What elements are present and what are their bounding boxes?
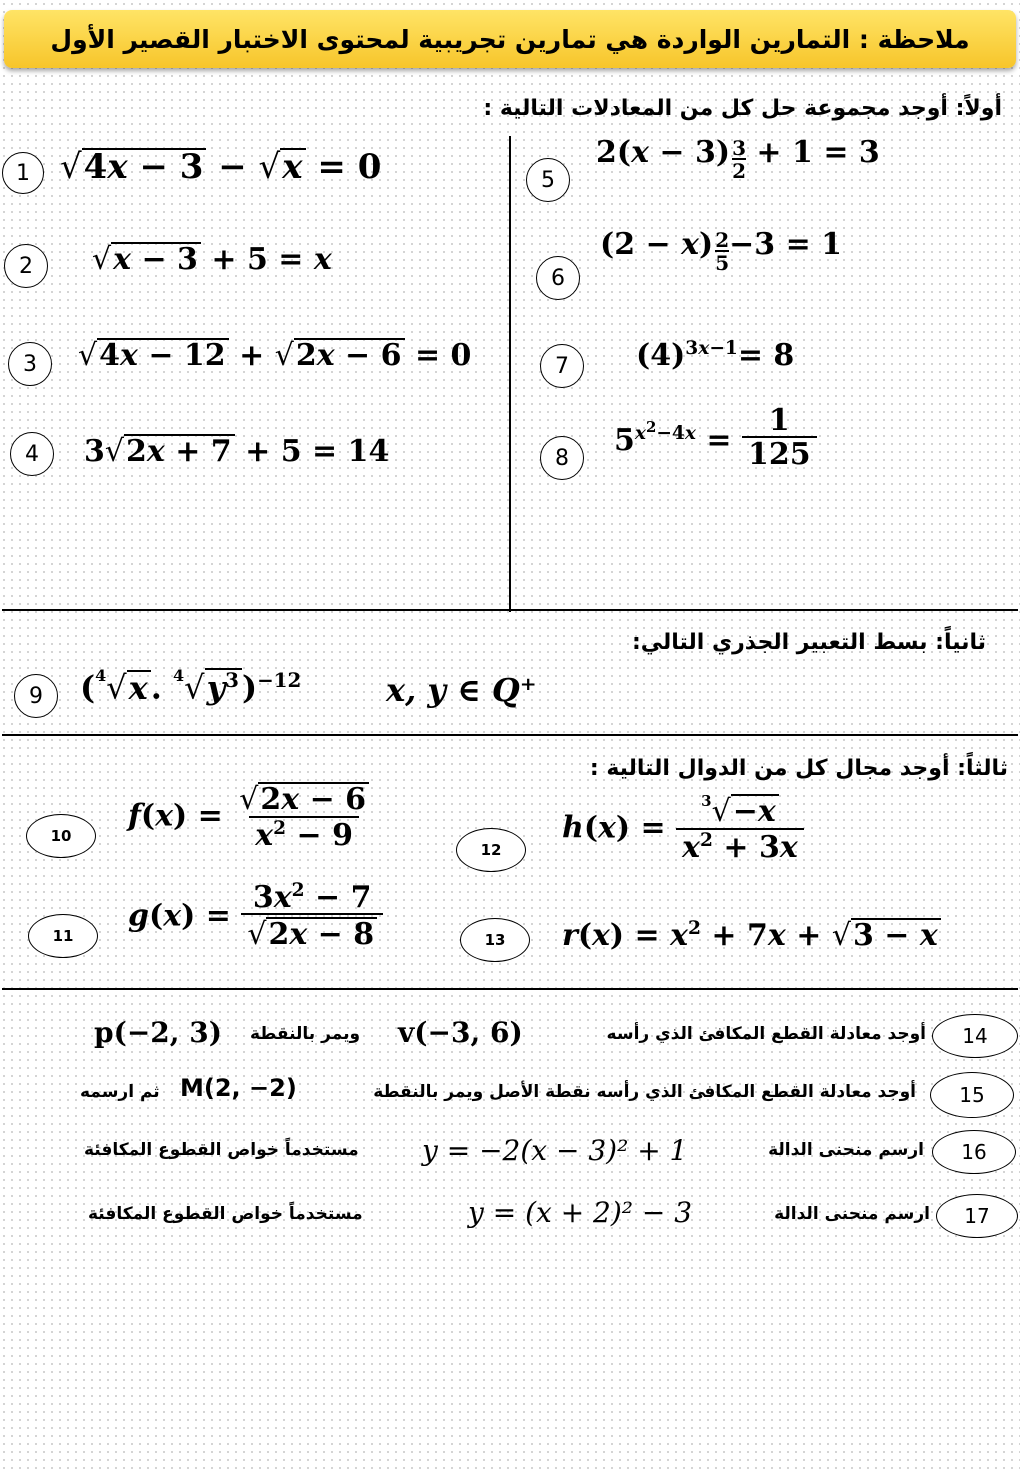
- item14-mid: ويمر بالنقطة: [250, 1024, 361, 1044]
- exercise-number-4: 4: [10, 432, 54, 476]
- equation-5: 2(x − 3) $\frac{3}{2}$ + 1 = 3: [596, 135, 880, 183]
- exercise-number-7: 7: [540, 344, 584, 388]
- exercise-number-9: 9: [14, 674, 58, 718]
- equation-4: 3√2x + 7 + 5 = 14: [84, 434, 390, 469]
- function-h: h(x) = $\frac{^3√-x}{x^2 + 3x}$: [562, 794, 804, 863]
- condition-9: x, y ∈ Q⁺: [386, 671, 537, 709]
- exercise-number-2: 2: [4, 244, 48, 288]
- exercise-number-10: 10: [26, 814, 96, 858]
- item16-function: y = −2(x − 3)² + 1: [422, 1134, 688, 1167]
- item16-end: مستخدماً خواص القطوع المكافئة: [84, 1140, 359, 1160]
- exercise-number-8: 8: [540, 436, 584, 480]
- equation-7: $(4)^{3x-1}= 8$: [636, 338, 795, 373]
- function-r: $r(x) = x^2 + 7x + √3 - x$: [562, 918, 941, 952]
- equation-3: √4x − 12 + √2x − 6 = 0: [78, 338, 472, 373]
- exercise-number-17: 17: [936, 1194, 1018, 1238]
- expression-9: ($^4$√x. $^4√y^3)^{-12}$: [80, 666, 302, 707]
- function-f: f(x) = $\frac{√2x - 6}{x^2 - 9}$: [128, 782, 375, 851]
- exercise-number-14: 14: [932, 1014, 1018, 1058]
- item15-end: ثم ارسمه: [80, 1082, 160, 1102]
- section3-heading: ثالثاً: أوجد مجال كل من الدوال التالية :: [589, 756, 1008, 781]
- note-text: ملاحظة : التمارين الواردة هي تمارين تجريبية لمحتوى الاختبار القصير الأول: [50, 24, 970, 54]
- exercise-number-15: 15: [930, 1072, 1014, 1118]
- exercise-number-13: 13: [460, 918, 530, 962]
- exercise-number-16: 16: [932, 1130, 1016, 1174]
- equation-2: √x − 3 + 5 = x: [92, 242, 332, 277]
- item15-text: أوجد معادلة القطع المكافئ الذي رأسه نقطة الأصل ويمر بالنقطة: [373, 1082, 916, 1102]
- exercise-number-1: 1: [2, 152, 44, 194]
- divider-1: [2, 609, 1018, 611]
- item17-text: ارسم منحنى الدالة: [774, 1204, 930, 1224]
- column-divider: [509, 136, 511, 612]
- equation-8: $5^{x^2-4x}$ = $\frac{1}{125}$: [614, 406, 817, 470]
- item14-text: أوجد معادلة القطع المكافئ الذي رأسه: [606, 1024, 926, 1044]
- divider-2: [2, 734, 1018, 736]
- item14-point: p(−2, 3): [94, 1016, 222, 1049]
- exercise-number-6: 6: [536, 256, 580, 300]
- exercise-number-11: 11: [28, 914, 98, 958]
- exercise-number-3: 3: [8, 342, 52, 386]
- section2-heading: ثانياً: بسط التعبير الجذري التالي:: [631, 630, 986, 655]
- item17-end: مستخدماً خواص القطوع المكافئة: [88, 1204, 363, 1224]
- equation-6: (2 − x) $\frac{2}{5}$ −3 = 1: [600, 227, 843, 275]
- item15-point: M(2, −2): [180, 1074, 297, 1102]
- exercise-number-12: 12: [456, 828, 526, 872]
- equation-1: √4x − 3 − √x = 0: [60, 147, 382, 187]
- function-g: g(x) = $\frac{3x^2 - 7}{√2x - 8}$: [128, 882, 383, 951]
- item16-text: ارسم منحنى الدالة: [768, 1140, 924, 1160]
- item14-vertex: v(−3, 6): [398, 1016, 523, 1049]
- divider-3: [2, 988, 1018, 990]
- item17-function: y = (x + 2)² − 3: [468, 1196, 693, 1229]
- note-banner: [4, 10, 1016, 68]
- section1-heading: أولاً: أوجد مجموعة حل كل من المعادلات التالية :: [483, 96, 1002, 121]
- exercise-number-5: 5: [526, 158, 570, 202]
